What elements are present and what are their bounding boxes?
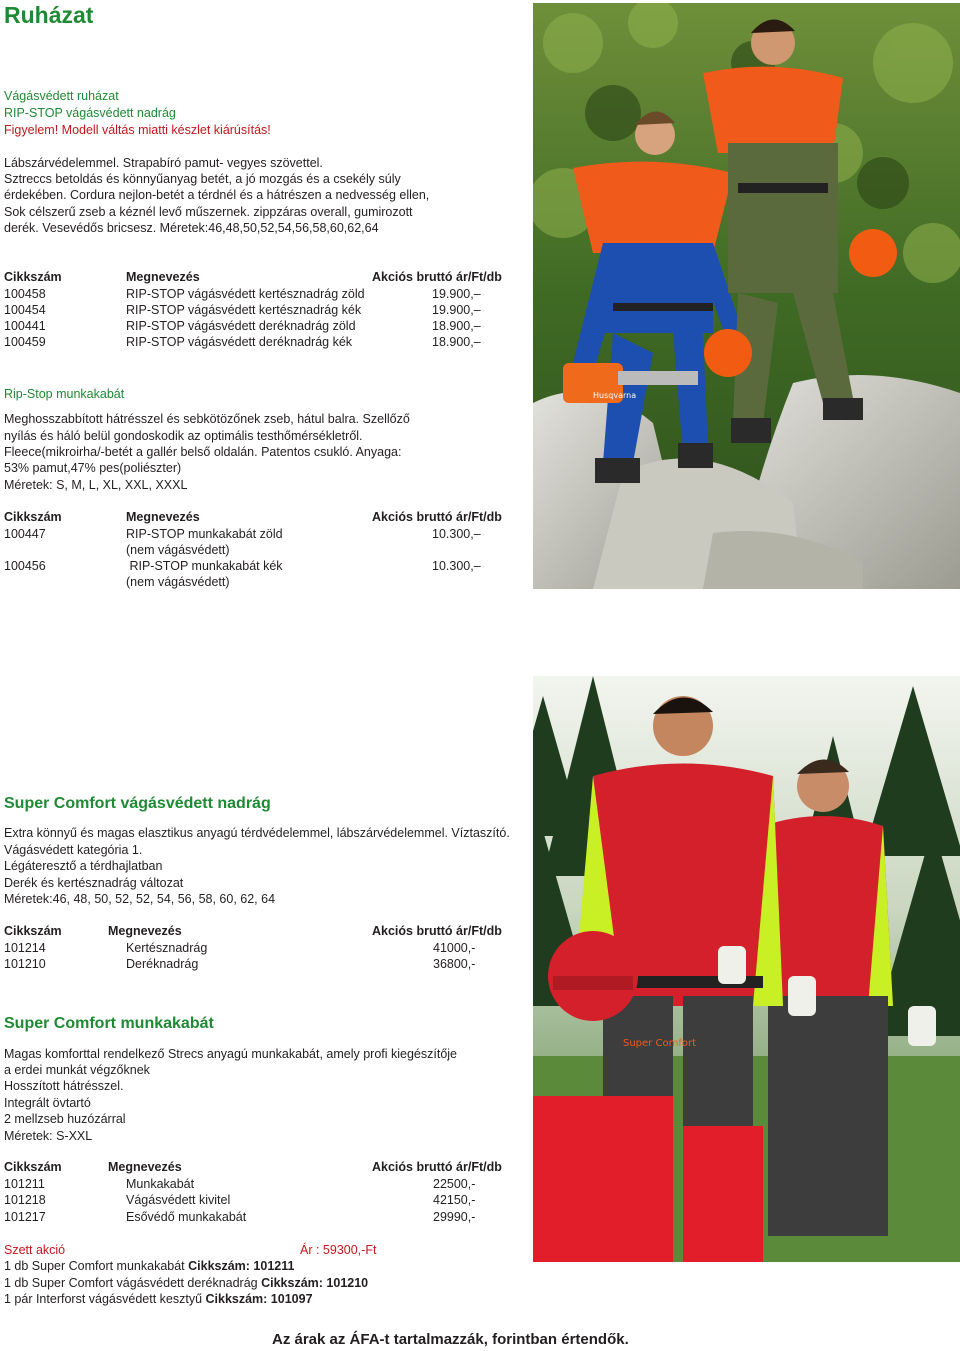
- description-line: Lábszárvédelemmel. Strapabíró pamut- vegyes szövettel.: [4, 156, 323, 170]
- row-code: 101217: [4, 1210, 46, 1224]
- row-price: 10.300,–: [432, 559, 481, 573]
- price-footnote: Az árak az ÁFA-t tartalmazzák, forintban értendők.: [272, 1331, 629, 1348]
- description-line: Méretek:46, 48, 50, 52, 52, 54, 56, 58, 60, 62, 64: [4, 892, 276, 906]
- set-item: [4, 1276, 368, 1290]
- description-line: Extra könnyű és magas elasztikus anyagú térdvédelemmel, lábszárvédelemmel. Víztaszító.: [4, 826, 510, 840]
- row-price: 41000,-: [433, 941, 476, 955]
- row-name: RIP-STOP vágásvédett kertésznadrág kék: [126, 303, 362, 317]
- row-name: Kertésznadrág: [126, 941, 208, 955]
- set-offer-price: Ár : 59300,-Ft: [300, 1243, 377, 1257]
- set-item-code: Cikkszám: 101211: [188, 1259, 295, 1273]
- description-line: Magas komforttal rendelkező Strecs anyagú munkakabát, amely profi kiegészítője: [4, 1047, 458, 1061]
- description-line: nyílás és háló belül gondoskodik az optimális testhőmérsékletről.: [4, 429, 363, 443]
- row-code: 100459: [4, 335, 46, 349]
- col-header-name: Megnevezés: [108, 1160, 182, 1174]
- pants-brand: Super Comfort: [623, 1038, 696, 1049]
- row-name: Deréknadrág: [126, 957, 199, 971]
- description-line: Derék és kertésznadrág változat: [4, 876, 184, 890]
- row-code: 100456: [4, 559, 46, 573]
- category-label: Vágásvédett ruházat: [4, 89, 119, 103]
- row-code: 100458: [4, 287, 46, 301]
- col-header-code: Cikkszám: [4, 1160, 62, 1174]
- row-price: 29990,-: [433, 1210, 476, 1224]
- row-name: RIP-STOP munkakabát zöld: [126, 527, 283, 541]
- row-price: 22500,-: [433, 1177, 476, 1191]
- description-line: 2 mellzseb huzózárral: [4, 1112, 126, 1126]
- set-item-text: 1 db Super Comfort vágásvédett deréknadrág: [4, 1276, 262, 1290]
- set-item: [4, 1259, 294, 1273]
- row-name: RIP-STOP vágásvédett kertésznadrág zöld: [126, 287, 365, 301]
- set-item-code: Cikkszám: 101210: [261, 1276, 369, 1290]
- row-code: 100441: [4, 319, 46, 333]
- chainsaw-brand: Husqvarna: [593, 391, 637, 400]
- col-header-price: Akciós bruttó ár/Ft/db: [372, 924, 502, 938]
- row-note: (nem vágásvédett): [126, 543, 230, 557]
- row-code: 101218: [4, 1193, 46, 1207]
- col-header-name: Megnevezés: [126, 510, 200, 524]
- section-title-super-comfort-jacket: Super Comfort munkakabát: [4, 1015, 214, 1032]
- row-name: Munkakabát: [126, 1177, 195, 1191]
- product-heading-ripstop-pants: RIP-STOP vágásvédett nadrág: [4, 106, 176, 120]
- forest-workers-illustration: [533, 3, 960, 589]
- row-name: Esővédő munkakabát: [126, 1210, 247, 1224]
- row-price: 18.900,–: [432, 335, 481, 349]
- col-header-code: Cikkszám: [4, 510, 62, 524]
- col-header-name: Megnevezés: [126, 270, 200, 284]
- row-code: 101214: [4, 941, 46, 955]
- stock-warning: Figyelem! Modell váltás miatti készlet kiárúsítás!: [4, 123, 271, 137]
- product-photo-ripstop: [533, 3, 960, 589]
- row-price: 42150,-: [433, 1193, 476, 1207]
- row-price: 19.900,–: [432, 303, 481, 317]
- set-item-code: Cikkszám: 101097: [205, 1292, 313, 1306]
- description-line: Méretek: S-XXL: [4, 1129, 93, 1143]
- page-title: Ruházat: [4, 2, 94, 28]
- col-header-price: Akciós bruttó ár/Ft/db: [372, 1160, 502, 1174]
- description-line: Hosszított hátrésszel.: [4, 1079, 124, 1093]
- description-line: Integrált övtartó: [4, 1096, 91, 1110]
- set-offer-label: Szett akció: [4, 1243, 66, 1257]
- col-header-code: Cikkszám: [4, 270, 62, 284]
- row-name: Vágásvédett kivitel: [126, 1193, 231, 1207]
- col-header-price: Akciós bruttó ár/Ft/db: [372, 510, 502, 524]
- row-code: 101210: [4, 957, 46, 971]
- set-item-text: 1 db Super Comfort munkakabát: [4, 1259, 189, 1273]
- description-line: Meghosszabbított hátrésszel és sebkötözőnek zseb, hátul balra. Szellőző: [4, 412, 410, 426]
- set-item-text: 1 pár Interforst vágásvédett kesztyű: [4, 1292, 206, 1306]
- row-code: 100447: [4, 527, 46, 541]
- description-line: Vágásvédett kategória 1.: [4, 843, 143, 857]
- description-line: 53% pamut,47% pes(poliészter): [4, 461, 182, 475]
- super-comfort-workers-illustration: [533, 676, 960, 1262]
- product-photo-super-comfort: [533, 676, 960, 1262]
- description-line: Sztreccs betoldás és könnyűanyag betét, a jó mozgás és a csekély súly: [4, 172, 401, 186]
- row-price: 19.900,–: [432, 287, 481, 301]
- col-header-code: Cikkszám: [4, 924, 62, 938]
- description-line: Méretek: S, M, L, XL, XXL, XXXL: [4, 478, 188, 492]
- description-line: érdekében. Cordura nejlon-betét a térdnél és a hátrészen a nedvesség ellen,: [4, 188, 430, 202]
- col-header-name: Megnevezés: [108, 924, 182, 938]
- col-header-price: Akciós bruttó ár/Ft/db: [372, 270, 502, 284]
- row-price: 18.900,–: [432, 319, 481, 333]
- row-name: RIP-STOP munkakabát kék: [126, 559, 283, 573]
- set-item: [4, 1292, 313, 1306]
- row-name: RIP-STOP vágásvédett deréknadrág kék: [126, 335, 353, 349]
- description-line: Fleece(mikroirha/-betét a gallér belső oldalán. Patentos csukló. Anyaga:: [4, 445, 402, 459]
- description-line: Légáteresztő a térdhajlatban: [4, 859, 163, 873]
- row-code: 101211: [4, 1177, 45, 1191]
- row-name: RIP-STOP vágásvédett deréknadrág zöld: [126, 319, 356, 333]
- description-line: Sok célszerű zseb a kéznél levő műszernek. zippzáras overall, gumirozott: [4, 205, 413, 219]
- section-title-super-comfort-pants: Super Comfort vágásvédett nadrág: [4, 795, 271, 812]
- row-price: 36800,-: [433, 957, 476, 971]
- description-line: derék. Vesevédős bricsesz. Méretek:46,48,50,52,54,56,58,60,62,64: [4, 221, 379, 235]
- description-line: a erdei munkát végzőknek: [4, 1063, 150, 1077]
- section-title-ripstop-jacket: Rip-Stop munkakabát: [4, 387, 125, 401]
- row-note: (nem vágásvédett): [126, 575, 230, 589]
- row-code: 100454: [4, 303, 46, 317]
- row-price: 10.300,–: [432, 527, 481, 541]
